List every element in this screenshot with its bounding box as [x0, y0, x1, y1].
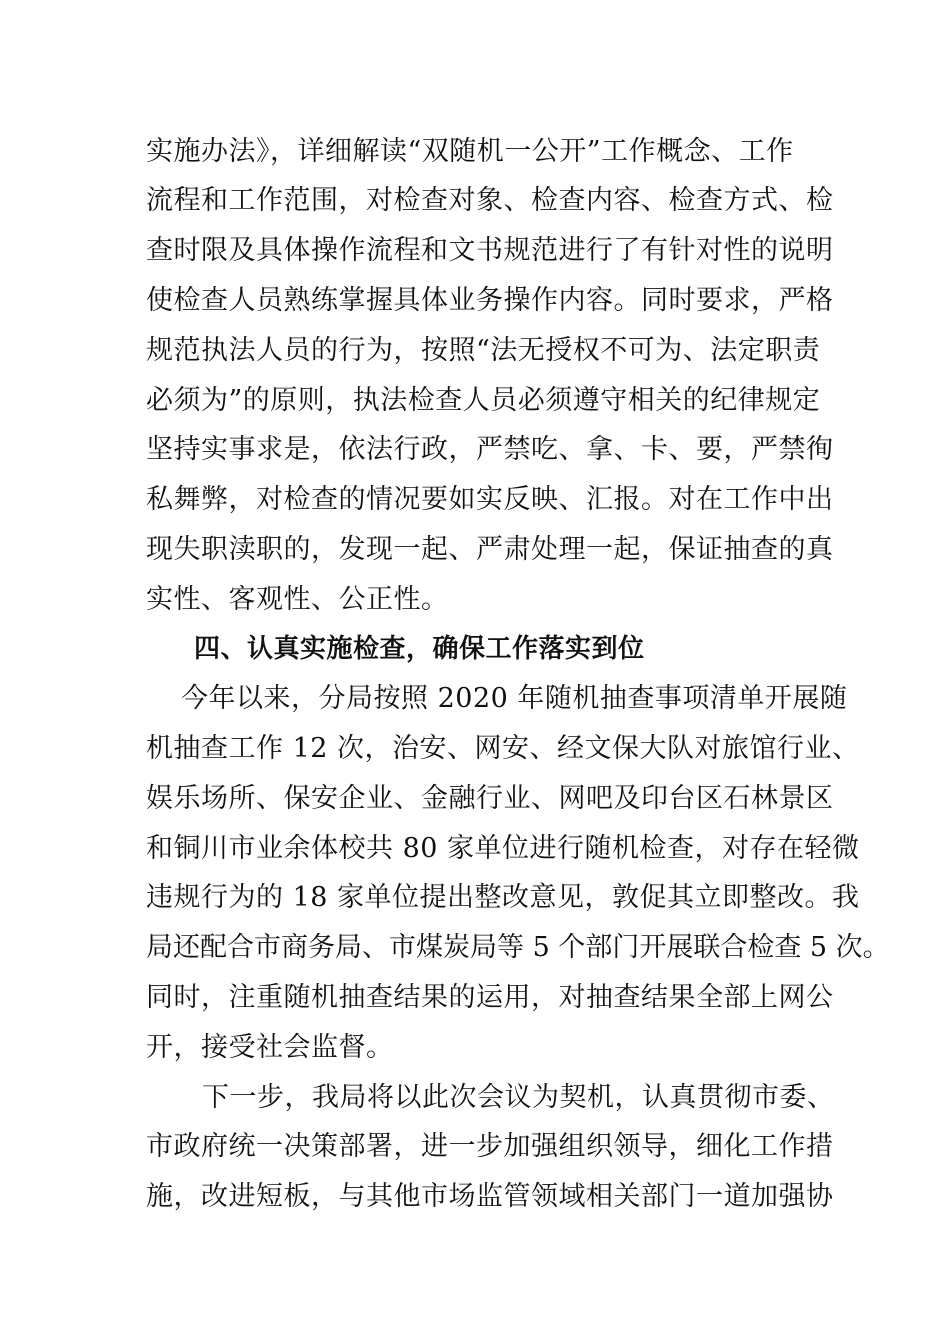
paragraph-line: 违规行为的 18 家单位提出整改意见，敦促其立即整改。我: [146, 882, 860, 913]
paragraph-line: 同时，注重随机抽查结果的运用，对抽查结果全部上网公: [146, 982, 834, 1013]
paragraph-line: 开，接受社会监督。: [146, 1032, 394, 1063]
paragraph-line: 私舞弊，对检查的情况要如实反映、汇报。对在工作中出: [146, 484, 834, 515]
paragraph-line: 实性、客观性、公正性。: [146, 584, 449, 615]
paragraph-line: 流程和工作范围，对检查对象、检查内容、检查方式、检: [146, 185, 834, 216]
paragraph-line: 必须为”的原则，执法检查人员必须遵守相关的纪律规定: [146, 385, 821, 416]
paragraph-line: 规范执法人员的行为，按照“法无授权不可为、法定职责: [146, 335, 821, 366]
paragraph-line: 查时限及具体操作流程和文书规范进行了有针对性的说明: [146, 235, 834, 266]
paragraph-line: 和铜川市业余体校共 80 家单位进行随机检查，对存在轻微: [146, 833, 860, 864]
paragraph-line: 娱乐场所、保安企业、金融行业、网吧及印台区石林景区: [146, 783, 834, 814]
paragraph-line: 坚持实事求是，依法行政，严禁吃、拿、卡、要，严禁徇: [146, 434, 834, 465]
paragraph-line: 实施办法》，详细解读“双随机一公开”工作概念、工作: [146, 136, 794, 167]
paragraph-line: 现失职渎职的，发现一起、严肃处理一起，保证抽查的真: [146, 534, 834, 565]
paragraph-line: 施，改进短板，与其他市场监管领域相关部门一道加强协: [146, 1181, 834, 1212]
section-heading: 四、认真实施检查，确保工作落实到位: [194, 634, 645, 664]
paragraph-line: 机抽查工作 12 次，治安、网安、经文保大队对旅馆行业、: [146, 733, 860, 764]
paragraph-line: 市政府统一决策部署，进一步加强组织领导，细化工作措: [146, 1131, 834, 1162]
paragraph-line: 局还配合市商务局、市煤炭局等 5 个部门开展联合检查 5 次。: [146, 932, 890, 963]
paragraph-line: 使检查人员熟练掌握具体业务操作内容。同时要求，严格: [146, 285, 834, 316]
paragraph-line: 今年以来，分局按照 2020 年随机抽查事项清单开展随: [181, 683, 848, 714]
paragraph-line: 下一步，我局将以此次会议为契机，认真贯彻市委、: [202, 1082, 835, 1113]
